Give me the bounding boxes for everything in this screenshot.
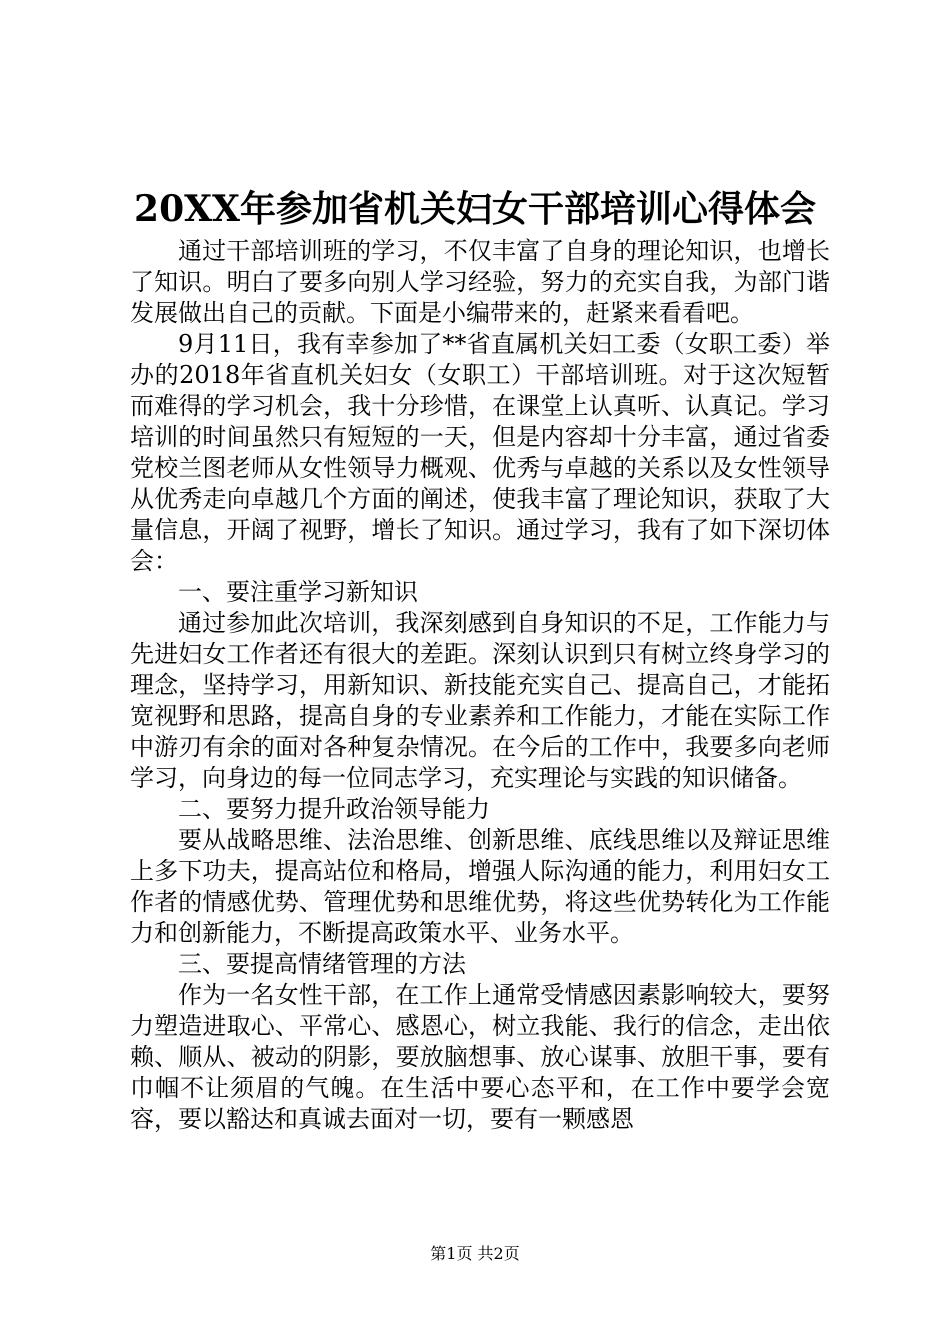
paragraph-section-2: 要从战略思维、法治思维、创新思维、底线思维以及辩证思维上多下功夫，提高站位和格局，增强人际沟通的能力，利用妇女工作者的情感优势、管理优势和思维优势，将这些优势转化为工作能力和创新能力，不断提高政策水平、业务水平。 [130,826,830,947]
document-body [130,236,830,1135]
section-heading-1: 一、要注重学习新知识 [178,578,418,606]
paragraph-background: 9月11日，我有幸参加了**省直属机关妇工委（女职工委）举办的2018年省直机关妇女（女职工）干部培训班。对于这次短暂而难得的学习机会，我十分珍惜，在课堂上认真听、认真记。学习培训的时间虽然只有短短的一天，但是内容却十分丰富，通过省委党校兰图老师从女性领导力概观、优秀与卓越的关系以及女性领导从优秀走向卓越几个方面的阐述，使我丰富了理论知识，获取了大量信息，开阔了视野，增长了知识。通过学习，我有了如下深切体会： [130,330,830,575]
page-footer: 第1页 共2页 [430,1244,520,1263]
section-heading-3: 三、要提高情绪管理的方法 [178,950,466,978]
paragraph-section-3: 作为一名女性干部，在工作上通常受情感因素影响较大，要努力塑造进取心、平常心、感恩心，树立我能、我行的信念，走出依赖、顺从、被动的阴影，要放脑想事、放心谋事、放胆干事，要有巾帼不让须眉的气魄。在生活中要心态平和，在工作中要学会宽容，要以豁达和真诚去面对一切，要有一颗感恩 [130,981,830,1133]
document-title: 20XX年参加省机关妇女干部培训心得体会 [134,188,816,230]
paragraph-section-1: 通过参加此次培训，我深刻感到自身知识的不足，工作能力与先进妇女工作者还有很大的差距。深刻认识到只有树立终身学习的理念，坚持学习，用新知识、新技能充实自己、提高自己，才能拓宽视野和思路，提高自身的专业素养和工作能力，才能在实际工作中游刃有余的面对各种复杂情况。在今后的工作中，我要多向老师学习，向身边的每一位同志学习，充实理论与实践的知识储备。 [130,609,830,792]
paragraph-intro: 通过干部培训班的学习，不仅丰富了自身的理论知识，也增长了知识。明白了要多向别人学习经验，努力的充实自我，为部门谐发展做出自己的贡献。下面是小编带来的，赶紧来看看吧。 [130,237,830,327]
section-heading-2: 二、要努力提升政治领导能力 [178,795,490,823]
